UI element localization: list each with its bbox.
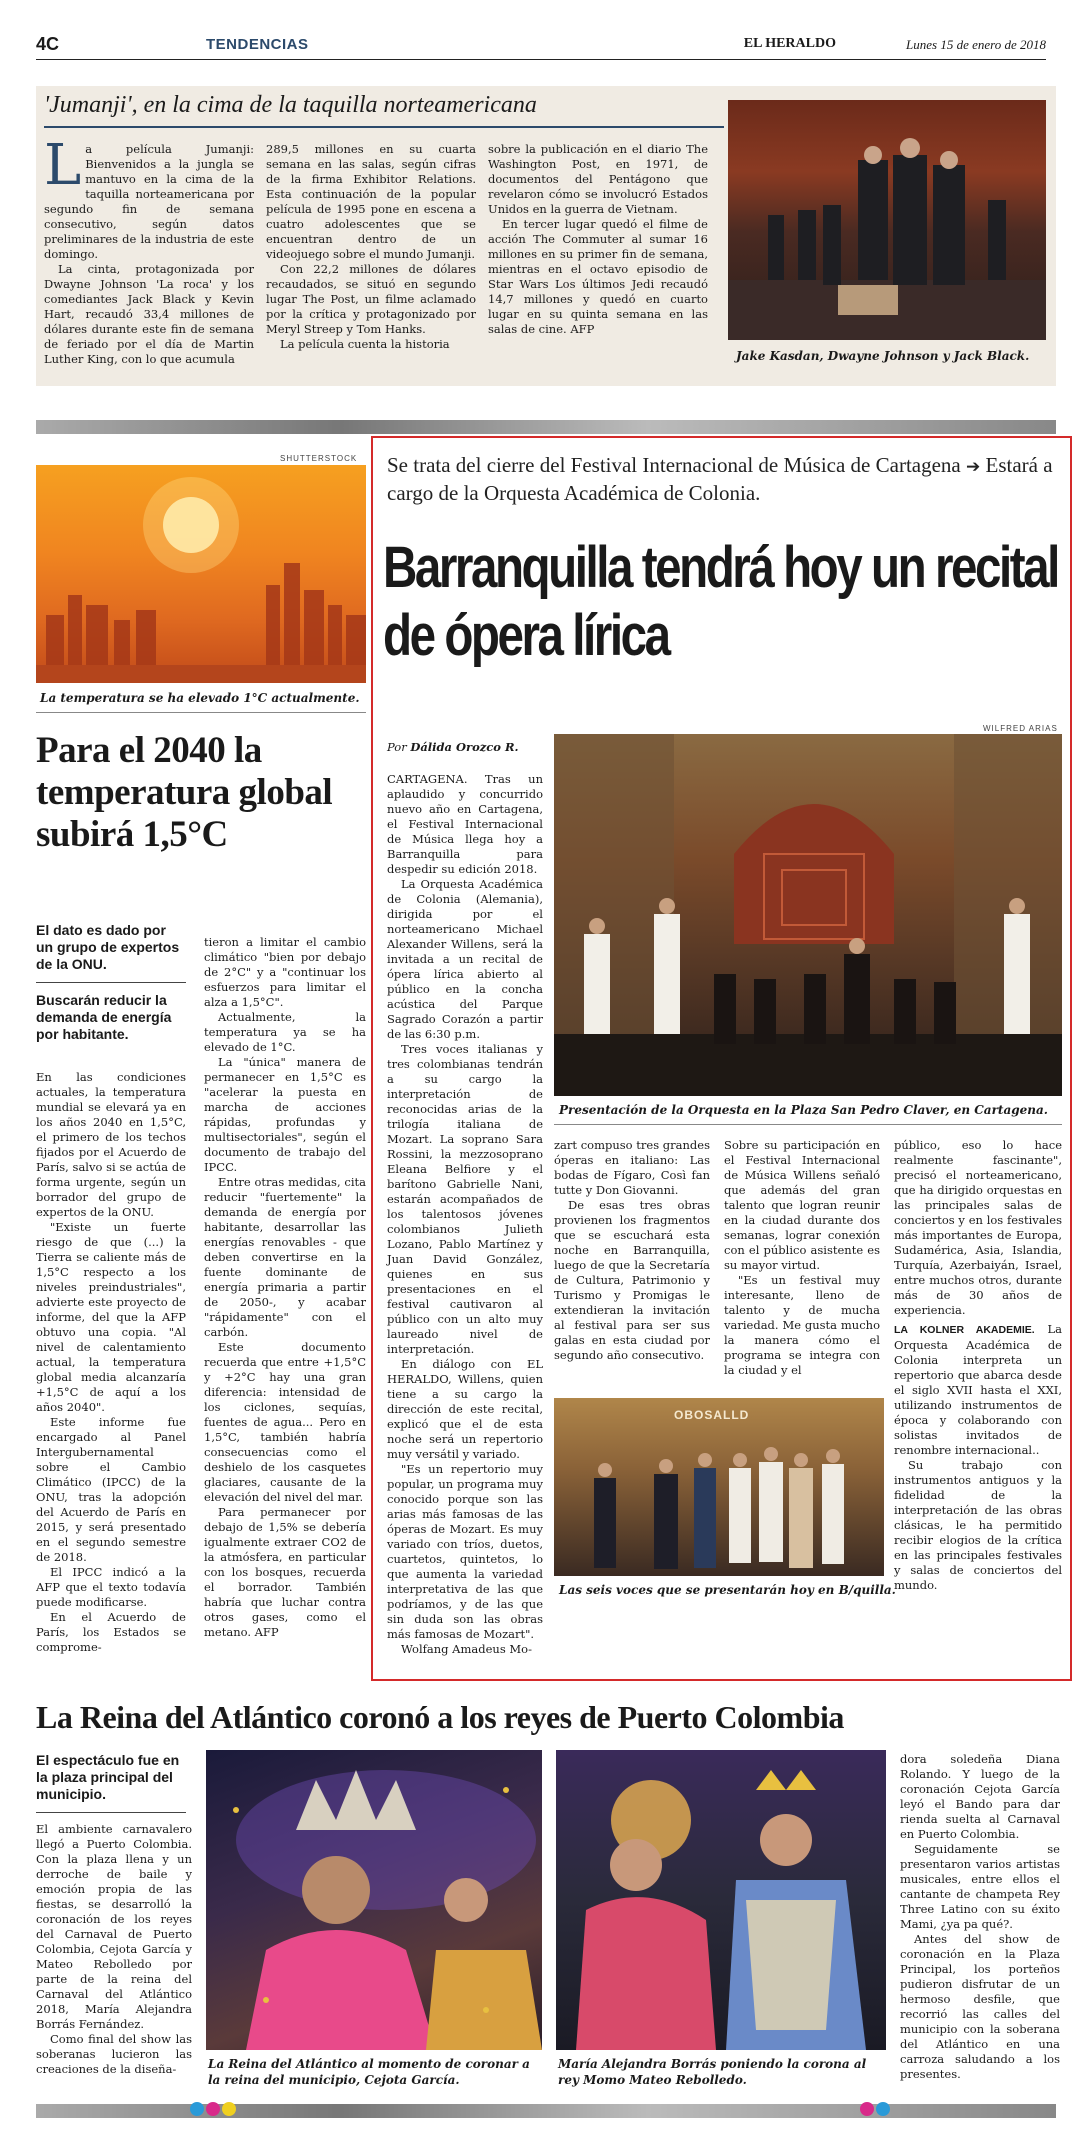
page-header (36, 30, 1046, 60)
opera-p8: De esas tres obras provienen los fragmentos que se escuchará esta noche en Barranquilla, luego de que la Secretaría de Cultura, Patrimonio y Turismo y Promigas le extendieran la invitación al festival para ser sus galas en esta ciudad por segundo año consecutivo. (554, 1198, 710, 1362)
opera-p2: La Orquesta Académica de Colonia (Alemania), dirigida por el norteamericano Michael Alexander Willens, será la invitada a un recital de ópera lírica abierto al público en la concha acústica del Parque Sagrado Corazón a partir de las 6:30 p.m. (387, 877, 543, 1041)
climate-p1: En las condiciones actuales, la temperatura mundial se elevará ya en los años 2040 en 1,5°C, el primero de los techos fijados por el Acuerdo de París, salvo si se actúa de forma urgente, según un borrador del grupo de expertos de la ONU. (36, 1070, 186, 1219)
jumanji-col2 (266, 142, 476, 352)
opera-p9: Sobre su participación en el Festival Internacional de Música Willens señaló que además del gran talento que logran reunir en la ciudad durante dos semanas, lograr conexión con el público asistente es su mayor virtud. (724, 1138, 880, 1272)
opera-caption-rule (554, 1124, 1062, 1125)
climate-photo-credit: SHUTTERSTOCK (280, 454, 358, 463)
climate-p4: El IPCC indicó a la AFP que el texto todavía puede modificarse. (36, 1565, 186, 1609)
registration-dot-magenta-2 (860, 2102, 874, 2116)
climate-p6: tieron a limitar el cambio climático "bien por debajo de 2°C" y a "continuar los esfuerzos para limitar el alza a 1,5°C". (204, 935, 366, 1009)
climate-summary-rule (36, 982, 186, 983)
reina-p3: dora soledeña Diana Rolando. Y luego de la coronación Cejota García leyó el Bando para dar rienda suelta al Carnaval en Puerto Colombia. (900, 1752, 1060, 1841)
climate-caption-rule (36, 712, 366, 713)
climate-p5: En el Acuerdo de París, los Estados se comprome- (36, 1610, 186, 1654)
climate-summary-2: Buscarán reducir la demanda de energía por habitante. (36, 992, 172, 1042)
opera-article (371, 436, 1072, 1681)
city-skyline-illustration (36, 465, 366, 683)
reina-p2: Como final del show las soberanas lucieron las creaciones de la diseña- (36, 2032, 192, 2076)
queen-crowning-illustration (206, 1750, 542, 2050)
climate-p2: "Existe un fuerte riesgo de que (...) la Tierra se caliente más de 1,5°C respecto a los niveles preindustriales", advierte este proyecto de informe, del que la AFP obtuvo una copia. "Al nivel de calentamiento actual, la temperatura global media alcanzaría +1,5°C de aquí a los años 2040". (36, 1220, 186, 1414)
opera-photo-credit: WILFRED ARIAS (983, 724, 1058, 733)
newspaper-name: EL HERALDO (743, 36, 836, 51)
crossfold-strip (36, 420, 1056, 434)
climate-p10: Este documento recuerda que entre +1,5°C y +2°C hay una gran diferencia: intensidad de los ciclones, sequías, fuentes de agua... Pero en 1,5°C, también habría consecuencias como el deshielo de los casquetes glaciares, causante de la elevación del nivel del mar. (204, 1340, 366, 1504)
climate-col2 (204, 935, 366, 1640)
jumanji-article (36, 86, 1056, 386)
opera-kicker-text: Se trata del cierre del Festival Internacional de Música de Cartagena (387, 453, 961, 477)
opera-p6: Wolfang Amadeus Mo- (401, 1642, 532, 1656)
opera-p10: "Es un festival muy interesante, lleno de talento y de mucha variedad. Me gusta mucho la manera cómo el programa se integra con la ciudad y el (724, 1273, 880, 1377)
arrow-icon: ➔ (966, 457, 981, 476)
climate-p7: Actualmente, la temperatura ya se ha elevado de 1°C. (204, 1010, 366, 1054)
singers-illustration (554, 1398, 884, 1576)
reina-photo-2-caption: María Alejandra Borrás poniendo la corona al rey Momo Mateo Rebolledo. (558, 2057, 867, 2087)
jumanji-col1 (44, 133, 254, 367)
orchestra-illustration (554, 734, 1062, 1096)
reina-col1 (36, 1822, 192, 2077)
section-label: TENDENCIAS (206, 36, 309, 53)
opera-photo-2 (554, 1398, 884, 1576)
climate-p3: Este informe fue encargado al Panel Intergubernamental sobre el Cambio Climático (IPCC) de la ONU, tras la adopción del Acuerdo de París en 2015, y será presentado en el segundo semestre de 2018. (36, 1415, 186, 1564)
jumanji-p1: a película Jumanji: Bienvenidos a la jungla se mantuvo en la cima de la taquilla norteamericana por segundo fin de semana consecutivo, según datos preliminares de la industria de este domingo. (44, 142, 254, 261)
opera-photo-2-sign: OBOSALLD (674, 1408, 750, 1422)
reina-summary-rule (36, 1812, 186, 1813)
reina-p1: El ambiente carnavalero llegó a Puerto Colombia. Con la plaza llena y un derroche de baile y emoción propia de las fiestas, se desarrolló la coronación de los reyes del Carnaval de Puerto Colombia, Cejota García y Mateo Rebolledo por parte de la reina del Carnaval del Atlántico 2018, María Alejandra Borrás Fernández. (36, 1822, 192, 2031)
opera-byline (387, 740, 519, 754)
climate-col1 (36, 1070, 186, 1655)
reina-summary: El espectáculo fue en la plaza principal del municipio. (36, 1752, 180, 1802)
jumanji-photo (728, 100, 1046, 340)
registration-dot-magenta (206, 2102, 220, 2116)
opera-photo-2-caption: Las seis voces que se presentarán hoy en B/quilla. (559, 1583, 896, 1597)
climate-photo-caption: La temperatura se ha elevado 1°C actualmente. (40, 691, 360, 705)
jumanji-title: 'Jumanji', en la cima de la taquilla norteamericana (44, 92, 537, 118)
opera-headline: Barranquilla tendrá hoy un recital de ópera lírica (383, 535, 1058, 668)
registration-marks-right (860, 2100, 920, 2120)
jumanji-p4: Con 22,2 millones de dólares recaudados, se situó en segundo lugar The Post, un filme aclamado por la crítica y protagonizado por Meryl Streep y Tom Hanks. (266, 262, 476, 336)
opera-p5: "Es un repertorio muy popular, un programa muy conocido porque son las arias más famosas de las óperas de Mozart. Es muy variado con tríos, duetos, cuartetos, quintetos, lo que aumenta la variedad interpretativa de las que podríamos, y de las que sin duda son las obras más famosas de Mozart". (387, 1462, 543, 1641)
jumanji-photo-figures (728, 100, 1046, 340)
issue-date: Lunes 15 de enero de 2018 (906, 37, 1046, 52)
reina-p5: Antes del show de coronación en la Plaza Principal, los porteños pudieron disfrutar de un hermoso desfile, que recorrió las calles del municipio con la soberana del Atlántico en una carroza saludando a los presentes. (900, 1932, 1060, 2081)
opera-kicker-text-2: Estará a cargo de la Orquesta Académica de Colonia. (387, 453, 1053, 505)
byline-prefix: Por (387, 740, 407, 754)
reina-col2 (900, 1752, 1060, 2082)
climate-headline: Para el 2040 la temperatura global subirá 1,5°C (36, 730, 333, 855)
opera-p1: CARTAGENA. Tras un aplaudido y concurrido nuevo año en Cartagena, el Festival Internacional de Música llega hoy a Barranquilla para despedir su edición 2018. (387, 772, 543, 876)
opera-kicker (387, 452, 1067, 506)
opera-col4 (894, 1138, 1062, 1593)
reina-photo-2 (556, 1750, 886, 2050)
jumanji-p6: sobre la publicación en el diario The Washington Post, en 1971, de documentos del Pentágono que revelaron cómo se involucró Estados Unidos en la guerra de Vietnam. (488, 142, 708, 216)
opera-p4: En diálogo con EL HERALDO, Willens, quien tiene a su cargo la dirección de este recital, explicó que el de esta noche será un repertorio muy versátil y variado. (387, 1357, 543, 1461)
reina-photo-1 (206, 1750, 542, 2050)
opera-p7: zart compuso tres grandes óperas en italiano: Las bodas de Fígaro, Così fan tutte y Don Giovanni. (554, 1138, 710, 1197)
opera-photo-1 (554, 734, 1062, 1096)
opera-photo-1-caption: Presentación de la Orquesta en la Plaza San Pedro Claver, en Cartagena. (559, 1103, 1048, 1117)
kolner-lead: LA KOLNER AKADEMIE. (894, 1324, 1035, 1336)
registration-dot-cyan (190, 2102, 204, 2116)
climate-summary-1: El dato es dado por un grupo de expertos de la ONU. (36, 922, 180, 972)
king-crowning-illustration (556, 1750, 886, 2050)
opera-col2 (554, 1138, 710, 1363)
registration-dot-yellow (222, 2102, 236, 2116)
climate-p8: La "única" manera de permanecer en 1,5°C es "acelerar la puesta en marcha de acciones rápidas, profundas y multisectoriales", según el documento de trabajo del IPCC. (204, 1055, 366, 1174)
jumanji-photo-caption: Jake Kasdan, Dwayne Johnson y Jack Black. (736, 349, 1030, 363)
jumanji-rule (44, 126, 724, 128)
opera-col1 (387, 772, 543, 1657)
drop-cap: L (44, 133, 82, 198)
reina-headline: La Reina del Atlántico coronó a los reyes de Puerto Colombia (36, 1699, 844, 1735)
registration-dot-cyan-2 (876, 2102, 890, 2116)
jumanji-col3 (488, 142, 708, 337)
opera-p11: público, eso lo hace realmente fascinante", precisó el norteamericano, que ha dirigido orquestas en las principales salas de conciertos y en los festivales más importantes de Europa, Sudamérica, Asia, Islandia, Turquía, Azerbaiyán, Israel, entre muchos otros, durante más de 30 años de experiencia. (894, 1138, 1062, 1317)
jumanji-p7: En tercer lugar quedó el filme de acción The Commuter al sumar 16 millones en su primer fin de semana, mientras en el octavo episodio de Star Wars Los últimos Jedi recaudó 14,7 millones y quedó en cuarto lugar en su quinta semana en las salas de cine. AFP (488, 217, 708, 336)
climate-photo (36, 465, 366, 683)
jumanji-p5: La película cuenta la historia (280, 337, 450, 351)
kolner-text: La Orquesta Académica de Colonia interpreta un repertorio que abarca desde el siglo XVII hasta el XXI, utilizando instrumentos de época y colaborando con solistas invitados de renombre internacional.. (894, 1322, 1063, 1457)
page-number: 4C (36, 34, 60, 54)
opera-p12 (894, 1322, 1062, 1458)
climate-p9: Entre otras medidas, cita reducir "fuertemente" la demanda de energía por habitante, desarrollar las energías renovables - que deben convertirse en la fuente dominante de energía primaria a partir de 2050-, y acabar "rápidamente" con el carbón. (204, 1175, 366, 1339)
byline-name: Dálida Orozco R. (410, 740, 519, 754)
registration-marks-left (190, 2100, 250, 2120)
reina-p4: Seguidamente se presentaron varios artistas musicales, entre ellos el cantante de champeta Rey Three Latino con su éxito Mami, ¿ya pa qué?. (900, 1842, 1060, 1931)
reina-photo-1-caption: La Reina del Atlántico al momento de coronar a la reina del municipio, Cejota García. (208, 2057, 530, 2087)
opera-p13: Su trabajo con instrumentos antiguos y la fidelidad de la interpretación de las obras clásicas, le ha permitido recibir elogios de la crítica en las principales festivales y salas de conciertos del mundo. (894, 1458, 1062, 1592)
jumanji-p2: La cinta, protagonizada por Dwayne Johnson 'La roca' y los comediantes Jack Black y Kevin Hart, recaudó 33,4 millones de dólares durante este fin de semana de feriado por el día de Martin Luther King, con lo que acumula (44, 262, 254, 366)
jumanji-p3: 289,5 millones en su cuarta semana en las salas, según cifras de la firma Exhibitor Relations. Esta continuación de la popular película de 1995 pone en escena a cuatro adolescentes que se encuentran dentro de un videojuego sobre el mundo Jumanji. (266, 142, 476, 261)
climate-p11: Para permanecer por debajo de 1,5% se debería igualmente extraer CO2 de la atmósfera, en particular con los bosques, recuerda el borrador. También habría que luchar contra otros gases, como el metano. AFP (204, 1505, 366, 1639)
opera-p3: Tres voces italianas y tres colombianas tendrán a su cargo la interpretación de reconocidas arias de la trilogía italiana de Mozart. La soprano Sara Rossini, la mezzosoprano Eleana Belfiore y el barítono Gabrielle Nani, estarán acompañados de los talentosos jóvenes colombianos Julieth Lozano, Pablo Martínez y Juan David González, quienes en sus presentaciones en el festival cautivaron al público con un alto muy laureado nivel de interpretación. (387, 1042, 543, 1356)
opera-col3 (724, 1138, 880, 1378)
